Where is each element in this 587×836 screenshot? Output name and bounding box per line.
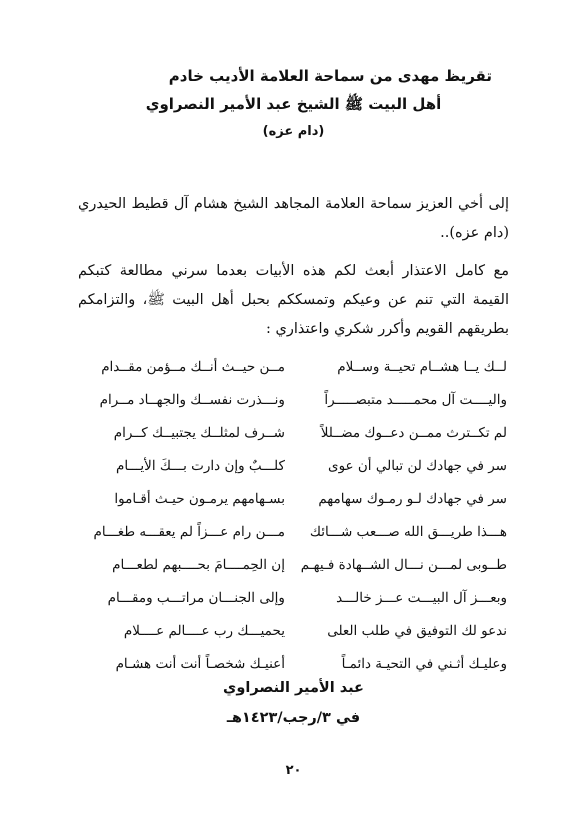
- verse-second-hemistich: أعنيـك شخصـاً أنت أنت هشـام: [115, 655, 285, 672]
- poem-verse: [80, 581, 507, 614]
- signature-date: في ٣/رجب/١٤٢٣هـ: [226, 710, 361, 726]
- verse-second-hemistich: مــن حيــث أنــك مــؤمن مقــدام: [101, 358, 285, 375]
- body-paragraph: مع كامل الاعتذار أبعث لكم هذه الأبيات بعدما سرني مطالعة كتبكم القيمة التي تنم عن وعيكم وتمسككم بحبل أهل البيت ﷺ، والتزامكم بطريقهم القويم وأكرر شكري واعتذاري :: [78, 263, 509, 337]
- title-line-3: (دام عزه): [262, 124, 325, 139]
- verse-second-hemistich: إن الحِمــــامَ بحــــبهم لطعـــام: [112, 556, 285, 573]
- verse-second-hemistich: يحميـــك رب عــــالم عــــلام: [123, 622, 285, 639]
- verse-first-hemistich: سر في جهادك لن تبالي أن عوى: [328, 457, 507, 474]
- poem-verse: [80, 614, 507, 647]
- title-line-1: تقريظ مهدى من سماحة العلامة الأديب خادم: [168, 67, 492, 85]
- dedication-title: [80, 62, 507, 146]
- verse-first-hemistich: واليــــت آل محمـــــد متبصـــــراً: [324, 391, 507, 408]
- verse-first-hemistich: ندعو لك التوفيق في طلب العلى: [327, 622, 507, 639]
- verse-second-hemistich: ونـــذرت نفســك والجهــاد مــرام: [99, 391, 285, 408]
- title-line-2: أهل البيت ﷺ الشيخ عبد الأمير النصراوي: [145, 95, 442, 113]
- verse-first-hemistich: لــك يــا هشــام تحيــة وســلام: [337, 358, 507, 375]
- verse-first-hemistich: هـــذا طريـــق الله صـــعب شـــائك: [309, 523, 507, 540]
- verse-second-hemistich: مـــن رام عـــزاً لم يعقـــه طغـــام: [93, 523, 285, 540]
- verse-second-hemistich: كلـــبٌ وإن دارت بـــكَ الأيـــام: [116, 457, 285, 474]
- poem-verse: [80, 350, 507, 383]
- signature-block: [0, 673, 587, 733]
- verse-second-hemistich: بسـهامهم يرمـون حيـث أقـاموا: [114, 490, 285, 507]
- poem-verse: [80, 416, 507, 449]
- signature-name: عبد الأمير النصراوي: [223, 680, 364, 696]
- verse-second-hemistich: شــرف لمثلــك يجتبيــك كــرام: [113, 424, 285, 441]
- poem-verse: [80, 515, 507, 548]
- poem-verse: [80, 383, 507, 416]
- verse-second-hemistich: وإلى الجنـــان مراتـــب ومقـــام: [107, 589, 285, 606]
- poem: [80, 350, 507, 680]
- poem-verse: [80, 548, 507, 581]
- verse-first-hemistich: سر في جهادك لـو رمـوك سهامهم: [318, 490, 507, 507]
- greeting-paragraph: إلى أخي العزيز سماحة العلامة المجاهد الشيخ هشام آل قطيط الحيدري (دام عزه)..: [78, 196, 509, 241]
- page-number: ٢٠: [285, 763, 302, 778]
- verse-first-hemistich: وعليـك أثـني في التحيـة دائمـاً: [341, 655, 507, 672]
- poem-verse: [80, 449, 507, 482]
- verse-first-hemistich: طــوبى لمـــن نـــال الشــهادة فـيهـم: [300, 556, 507, 573]
- verse-first-hemistich: لم تكــترث ممــن دعــوك مضــللاً: [320, 424, 507, 441]
- verse-first-hemistich: وبعـــز آل البيـــت عـــز خالـــد: [336, 589, 507, 606]
- poem-verse: [80, 482, 507, 515]
